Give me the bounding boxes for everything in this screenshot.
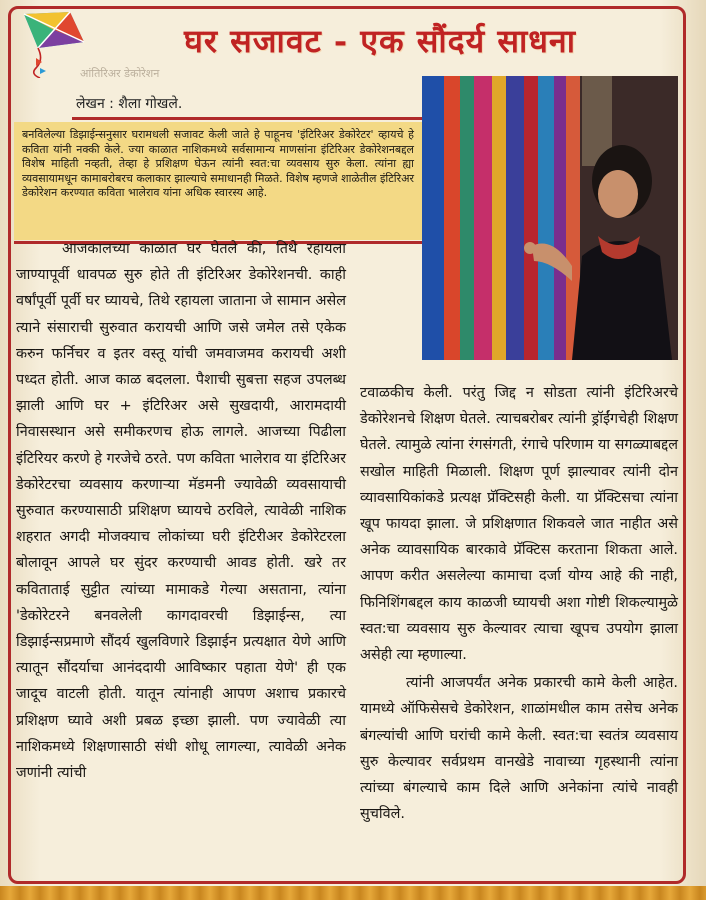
- body-paragraph: त्यांनी आजपर्यंत अनेक प्रकारची कामे केली आहेत. यामध्ये ऑफिसेसचे डेकोरेशन, शाळांमधील काम तसेच अनेक बंगल्यांची आणि घरांची कामे केली. स्वत:चा स्वतंत्र व्यवसाय सुरु केल्यावर सर्वप्रथम वानखेडे नावाच्या गृहस्थानी त्यांना त्यांच्या बंगल्याचे काम दिले आणि अनेकांना त्यांचे नावही सुचविले.: [360, 675, 678, 823]
- article-title: घर सजावट - एक सौंदर्य साधना: [184, 22, 576, 60]
- divider: [72, 117, 422, 120]
- decorative-lamp-border: [0, 886, 706, 900]
- body-paragraph: टवाळकीच केली. परंतु जिद्द न सोडता त्यांनी इंटिरिअरचे डेकोरेशनचे शिक्षण घेतले. त्याचबरोबर त्यांनी ड्रॉईंगचेही शिक्षण घेतले. त्यामुळे त्यांना रंगसंगती, रंगाचे परिणाम या सगळ्याबद्दल सखोल माहिती मिळाली. शिक्षण पूर्ण झाल्यावर त्यांनी दोन व्यावसायिकांकडे प्रत्यक्ष प्रॅक्टिसही केली. या प्रॅक्टिसचा त्यांना खूप फायदा झाला. जे प्रशिक्षणात शिकवले जात नाहीत असे अनेक व्यावसायिक बारकावे प्रॅक्टिस करताना शिकता आले. आपण करीत असलेल्या कामाचा दर्जा योग्य आहे की नाही, फिनिशिंगबद्दल काय काळजी घ्यायची अशा गोष्टी शिकल्यामुळे स्वत:चा व्यवसाय सुरु केल्यावर त्याचा खूपच उपयोग झाला असेही त्या म्हणाल्या.: [360, 385, 678, 664]
- article-body-right: [360, 380, 678, 827]
- portrait-photo: [422, 76, 678, 360]
- author-byline: लेखन : शैला गोखले.: [76, 96, 183, 112]
- faint-header-text: आंतिरिअर डेकोरेशन: [80, 67, 160, 80]
- body-paragraph: आजकालच्या काळात घर घेतले की, तिथे रहायला जाण्यापूर्वी धावपळ सुरु होते ती इंटिरिअर डेकोरेशनची. काही वर्षांपूर्वी पूर्वी घर घ्यायचे, तिथे रहायला जाताना जे सामान असेल त्याने संसाराची सुरुवात करायची आणि जसे जमेल तसे एकेक करुन फर्निचर व इतर वस्तू यांची जमवाजमव करायची अशी पध्दत होती. आज काळ बदलला. पैशाची सुबत्ता सहज उपलब्ध झाली आणि घर + इंटिरिअर असे सुखदायी, आरामदायी निवासस्थान असे समीकरणच होऊ लागले. आजच्या पिढीला इंटिरियर करणे हे गरजेचे ठरते. पण कविता भालेराव या इंटिरिअर डेकोरेटरचा व्यवसाय करणाऱ्या मॅडमनी ज्यावेळी व्यवसायाची सुरुवात करण्यासाठी प्रशिक्षण घ्यायचे ठरविले, त्यावेळी नाशिक शहरात अगदी मोजक्याच लोकांच्या घरी इंटिरीअर डेकोरेटरला बोलावून आपले घर सुंदर करण्याची आवड होती. खरे तर कविताताई सुट्टीत त्यांच्या मामाकडे गेल्या असताना, त्यांना 'डेकोरेटरने बनवलेली कागदावरची डिझाईन्स, त्या डिझाईन्सप्रमाणे सौंदर्य खुलविणारे डिझाईन प्रत्यक्षात येणे आणि त्यातून सौंदर्याचा आनंददायी आविष्कार पहाता येणे' ही एक जादूच वाटली होती. यातून त्यांनाही आपण अशाच प्रकारचे प्रशिक्षण घ्यावे अशी प्रबळ इच्छा झाली. पण ज्यावेळी त्या नाशिकमध्ये शिक्षणासाठी संधी शोधू लागल्या, त्यावेळी अनेक जणांनी त्यांची: [16, 241, 346, 782]
- intro-summary: बनविलेल्या डिझाईन्सनुसार घरामधली सजावट केली जाते हे पाहूनच 'इंटिरिअर डेकोरेटर' व्हायचे हे कविता यांनी नक्की केले. ज्या काळात नाशिकमध्ये सर्वसामान्य माणसांना इंटिरिअर डेकोरेशनबद्दल विशेष माहिती नव्हती, तेव्हा हे प्रशिक्षण घेऊन त्यांनी स्वत:चा व्यवसाय सुरु केला. त्यांना ह्या व्यवसायामधून कामाबरोबरच कलाकार झाल्याचे समाधानही मिळते. विशेष म्हणजे शाळेतील इंटिरिअर डेकोरेशन करण्यात कविता भालेराव यांना अधिक स्वारस्य आहे.: [14, 122, 422, 240]
- article-body-left: [16, 236, 346, 786]
